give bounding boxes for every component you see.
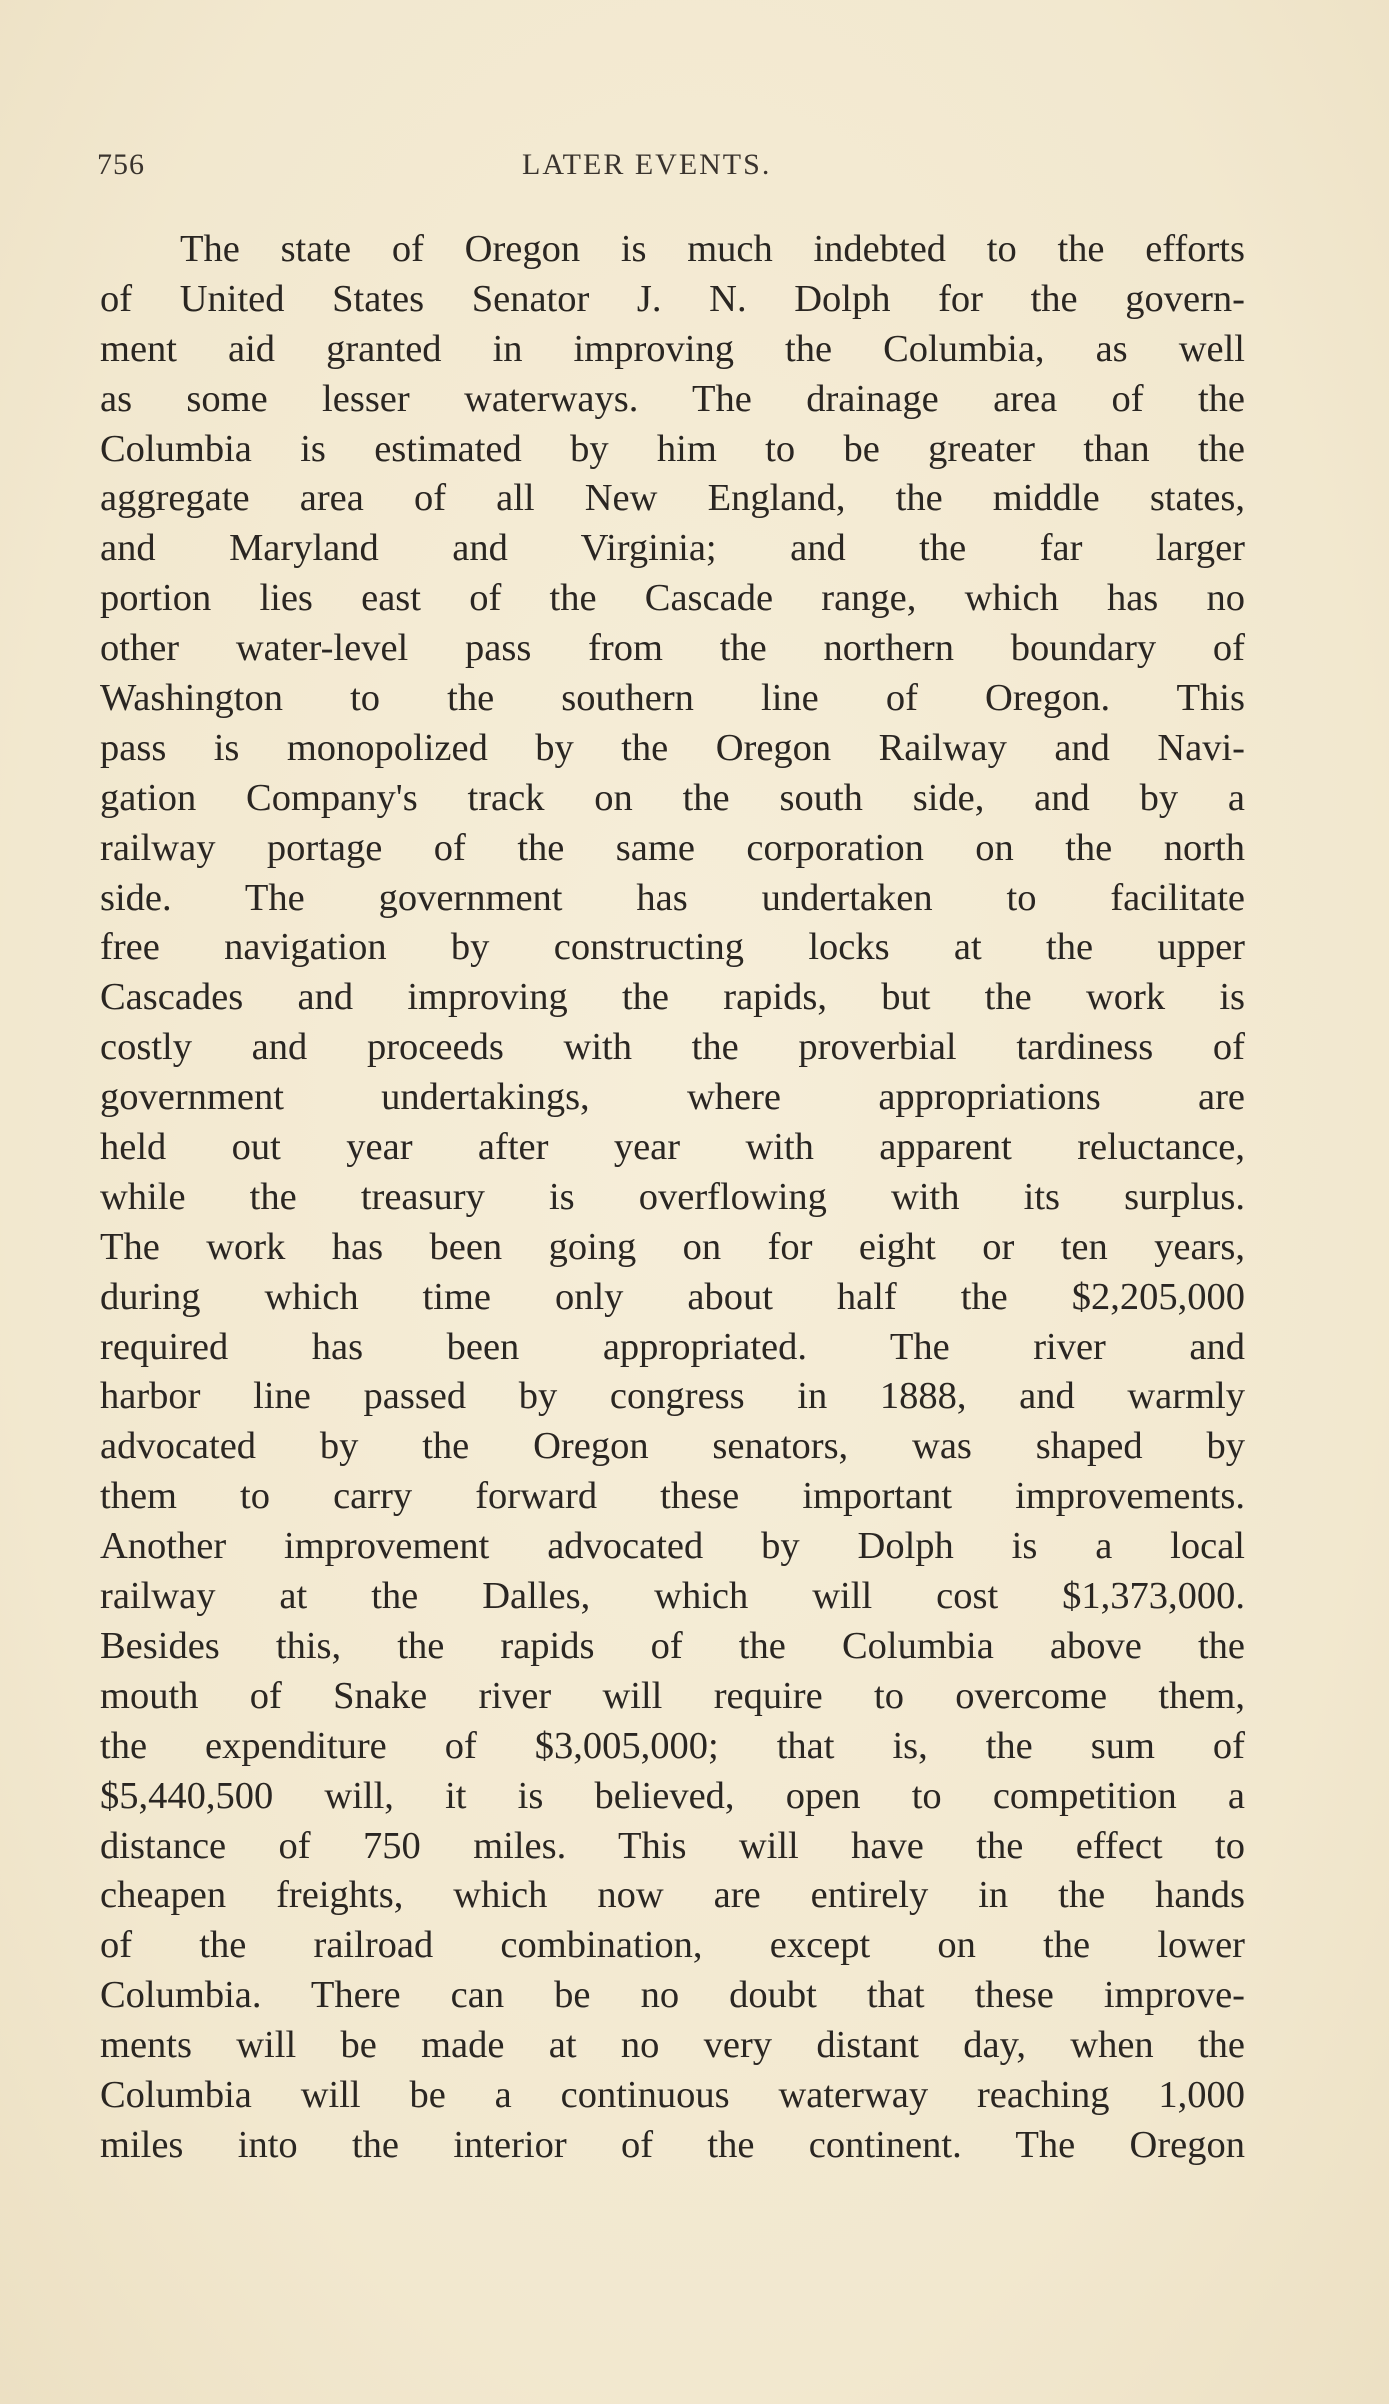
text-line: pass is monopolized by the Oregon Railway and Navi- bbox=[100, 726, 1245, 769]
text-line: government undertakings, where appropriations are bbox=[100, 1076, 1245, 1119]
text-line: held out year after year with apparent reluctance, bbox=[100, 1126, 1245, 1169]
text-line: and Maryland and Virginia; and the far larger bbox=[100, 527, 1245, 570]
text-line: harbor line passed by congress in 1888, and warmly bbox=[100, 1375, 1245, 1418]
text-line: railway portage of the same corporation on the north bbox=[100, 826, 1245, 869]
text-line: distance of 750 miles. This will have the effect to bbox=[100, 1824, 1245, 1867]
body-paragraph bbox=[100, 225, 1245, 2171]
text-line: miles into the interior of the continent. The Oregon bbox=[100, 2123, 1245, 2166]
text-line: Another improvement advocated by Dolph is a local bbox=[100, 1525, 1245, 1568]
text-line: ments will be made at no very distant day, when the bbox=[100, 2024, 1245, 2067]
text-line: during which time only about half the $2,205,000 bbox=[100, 1275, 1245, 1318]
text-line: mouth of Snake river will require to overcome them, bbox=[100, 1674, 1245, 1717]
text-line: ment aid granted in improving the Columbia, as well bbox=[100, 327, 1245, 370]
page-header bbox=[97, 148, 1257, 188]
text-line: of United States Senator J. N. Dolph for the govern- bbox=[100, 277, 1245, 320]
text-line: Columbia will be a continuous waterway reaching 1,000 bbox=[100, 2073, 1245, 2116]
page-number: 756 bbox=[97, 148, 145, 181]
running-head: LATER EVENTS. bbox=[522, 148, 772, 181]
text-line: railway at the Dalles, which will cost $1,373,000. bbox=[100, 1575, 1245, 1618]
text-line: costly and proceeds with the proverbial tardiness of bbox=[100, 1026, 1245, 1069]
text-line: cheapen freights, which now are entirely in the hands bbox=[100, 1874, 1245, 1917]
text-line: other water-level pass from the northern boundary of bbox=[100, 627, 1245, 670]
text-line: portion lies east of the Cascade range, which has no bbox=[100, 577, 1245, 620]
text-line: Besides this, the rapids of the Columbia above the bbox=[100, 1624, 1245, 1667]
text-line: side. The government has undertaken to facilitate bbox=[100, 876, 1245, 919]
text-line: of the railroad combination, except on the lower bbox=[100, 1924, 1245, 1967]
text-line: The state of Oregon is much indebted to the efforts bbox=[180, 228, 1245, 270]
text-line: Cascades and improving the rapids, but the work is bbox=[100, 976, 1245, 1019]
text-line: Washington to the southern line of Oregon. This bbox=[100, 677, 1245, 720]
text-line: aggregate area of all New England, the middle states, bbox=[100, 477, 1245, 520]
text-line: $5,440,500 will, it is believed, open to competition a bbox=[100, 1774, 1245, 1817]
text-line: while the treasury is overflowing with its surplus. bbox=[100, 1175, 1245, 1218]
text-line: Columbia. There can be no doubt that these improve- bbox=[100, 1974, 1245, 2017]
text-line: Columbia is estimated by him to be greater than the bbox=[100, 427, 1245, 470]
text-line: The work has been going on for eight or ten years, bbox=[100, 1225, 1245, 1268]
text-line: advocated by the Oregon senators, was shaped by bbox=[100, 1425, 1245, 1468]
text-line: them to carry forward these important improvements. bbox=[100, 1475, 1245, 1518]
text-line: as some lesser waterways. The drainage area of the bbox=[100, 377, 1245, 420]
text-line: the expenditure of $3,005,000; that is, the sum of bbox=[100, 1724, 1245, 1767]
text-line: gation Company's track on the south side, and by a bbox=[100, 776, 1245, 819]
text-line: free navigation by constructing locks at the upper bbox=[100, 926, 1245, 969]
text-line: required has been appropriated. The river and bbox=[100, 1325, 1245, 1368]
